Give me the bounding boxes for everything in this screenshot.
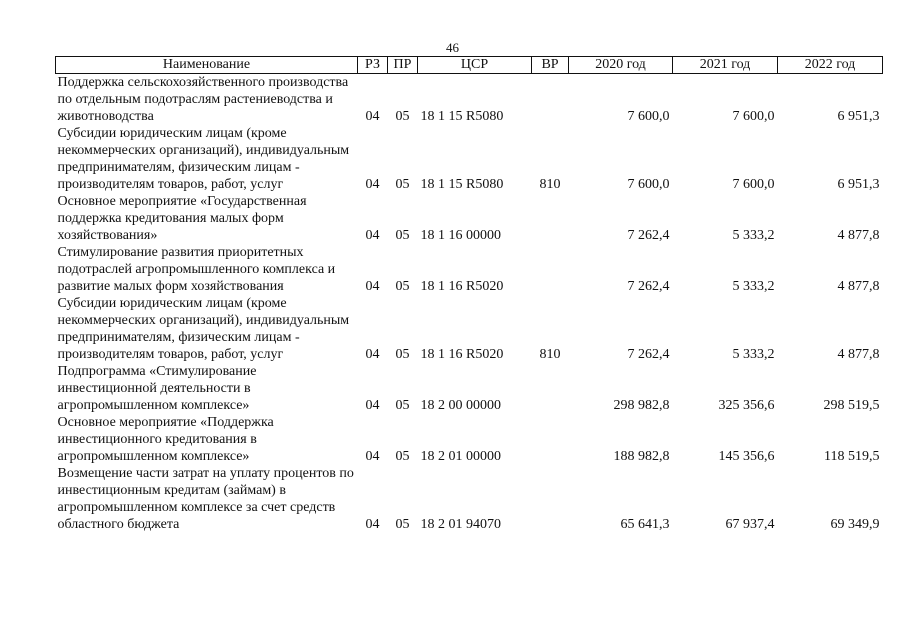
table-row [56, 74, 883, 126]
row-2020: 188 982,8 [613, 449, 670, 464]
row-name: Подпрограмма «Стимулирование инвестиционной деятельности в агропромышленном комплексе» [57, 364, 257, 413]
row-csr: 18 2 01 94070 [420, 517, 501, 532]
row-pr: 05 [395, 109, 410, 124]
row-csr: 18 1 15 R5080 [420, 177, 504, 192]
row-vr [532, 193, 569, 244]
row-csr: 18 1 16 R5020 [420, 279, 504, 294]
row-rz: 04 [365, 228, 380, 243]
row-csr: 18 1 15 R5080 [420, 109, 504, 124]
row-2022: 118 519,5 [824, 449, 880, 464]
row-2020: 7 262,4 [627, 228, 670, 243]
row-pr: 05 [395, 279, 410, 294]
row-pr: 05 [395, 177, 410, 192]
row-2021: 67 937,4 [725, 517, 775, 532]
row-2021: 5 333,2 [732, 279, 775, 294]
row-vr [532, 244, 569, 295]
row-pr: 05 [395, 449, 410, 464]
table-row [56, 125, 883, 193]
row-rz: 04 [365, 449, 380, 464]
row-name: Субсидии юридическим лицам (кроме некоммерческих организаций), индивидуальным предпринимателям, физическим лицам - производителям товаров, работ, услуг [57, 296, 350, 362]
row-pr: 05 [395, 347, 410, 362]
row-2022: 298 519,5 [823, 398, 880, 413]
table-row [56, 465, 883, 533]
row-vr [532, 74, 569, 126]
budget-table [55, 56, 883, 533]
row-rz: 04 [365, 279, 380, 294]
header-2022: 2022 год [778, 57, 883, 74]
row-vr: 810 [539, 177, 561, 192]
table-header-row [56, 57, 883, 74]
page-number: 46 [446, 40, 459, 55]
row-vr: 810 [539, 347, 561, 362]
header-2021: 2021 год [673, 57, 778, 74]
table-row [56, 193, 883, 244]
row-csr: 18 2 01 00000 [420, 449, 501, 464]
row-vr [532, 465, 569, 533]
row-rz: 04 [365, 177, 380, 192]
header-vr: ВР [532, 57, 569, 74]
row-csr: 18 2 00 00000 [420, 398, 501, 413]
row-2022: 4 877,8 [837, 228, 880, 243]
header-pr: ПР [388, 57, 418, 74]
header-rz: РЗ [358, 57, 388, 74]
row-rz: 04 [365, 347, 380, 362]
row-2022: 4 877,8 [837, 279, 880, 294]
table-row [56, 414, 883, 465]
row-2021: 5 333,2 [732, 228, 775, 243]
row-2022: 4 877,8 [837, 347, 880, 362]
row-name: Стимулирование развития приоритетных подотраслей агропромышленного комплекса и развитие малых форм хозяйствования [57, 245, 336, 294]
row-2020: 7 600,0 [627, 109, 670, 124]
row-2021: 7 600,0 [732, 109, 775, 124]
row-vr [532, 363, 569, 414]
row-2021: 5 333,2 [732, 347, 775, 362]
row-2020: 7 262,4 [627, 279, 670, 294]
row-name: Основное мероприятие «Государственная поддержка кредитования малых форм хозяйствования» [57, 194, 307, 243]
row-2021: 7 600,0 [732, 177, 775, 192]
row-rz: 04 [365, 109, 380, 124]
row-rz: 04 [365, 398, 380, 413]
row-2022: 6 951,3 [837, 177, 880, 192]
row-pr: 05 [395, 517, 410, 532]
header-name: Наименование [56, 57, 358, 74]
row-2021: 145 356,6 [718, 449, 775, 464]
row-name: Субсидии юридическим лицам (кроме некоммерческих организаций), индивидуальным предпринимателям, физическим лицам - производителям товаров, работ, услуг [57, 126, 350, 192]
header-csr: ЦСР [418, 57, 532, 74]
row-2020: 7 262,4 [627, 347, 670, 362]
row-name: Поддержка сельскохозяйственного производства по отдельным подотраслям растениеводства и животноводства [57, 75, 349, 124]
row-pr: 05 [395, 228, 410, 243]
row-pr: 05 [395, 398, 410, 413]
row-2021: 325 356,6 [718, 398, 775, 413]
row-vr [532, 414, 569, 465]
row-2022: 69 349,9 [830, 517, 880, 532]
row-name: Возмещение части затрат на уплату процентов по инвестиционным кредитам (займам) в агропромышленном комплексе за счет средств областного бюджета [57, 466, 354, 532]
row-csr: 18 1 16 R5020 [420, 347, 504, 362]
row-2020: 298 982,8 [613, 398, 670, 413]
table-row [56, 244, 883, 295]
header-2020: 2020 год [569, 57, 673, 74]
table-row [56, 363, 883, 414]
row-2020: 7 600,0 [627, 177, 670, 192]
row-csr: 18 1 16 00000 [420, 228, 501, 243]
row-2022: 6 951,3 [837, 109, 880, 124]
row-rz: 04 [365, 517, 380, 532]
row-2020: 65 641,3 [620, 517, 670, 532]
table-row [56, 295, 883, 363]
row-name: Основное мероприятие «Поддержка инвестиционного кредитования в агропромышленном комплексе» [57, 415, 274, 464]
